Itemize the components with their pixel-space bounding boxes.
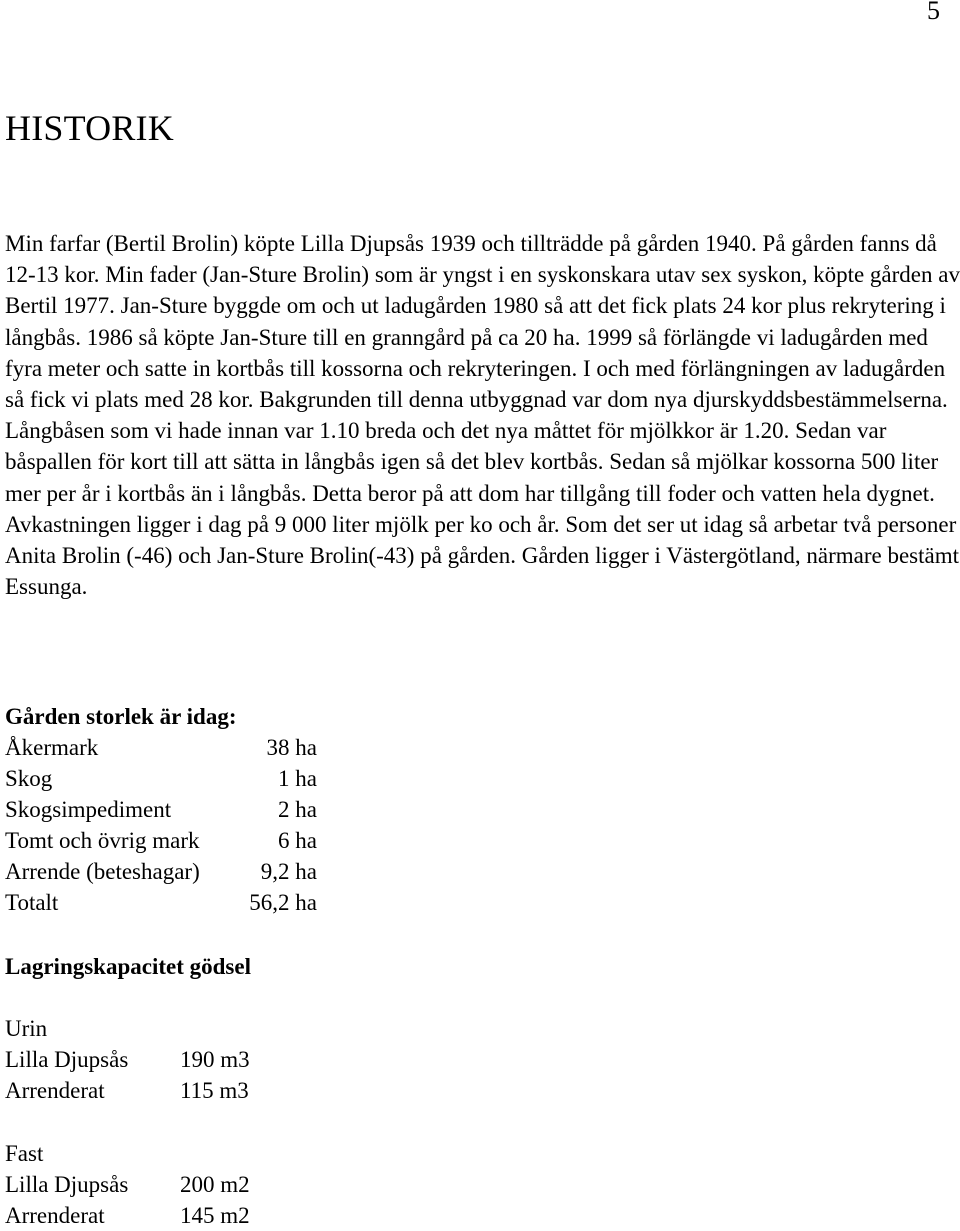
area-name: Skog [5,766,53,791]
area-value: 38 ha [266,735,317,760]
solid-label: Fast [5,1141,44,1166]
storage-location: Lilla Djupsås [5,1172,129,1197]
table-row [5,1044,250,1075]
urine-label: Urin [5,1016,48,1041]
table-row [5,763,317,794]
solid-table [5,1169,250,1231]
storage-value: 115 m3 [180,1078,249,1103]
page-title: HISTORIK [5,108,174,148]
storage-location: Arrenderat [5,1078,105,1103]
area-name: Åkermark [5,735,99,760]
area-name: Totalt [5,890,59,915]
area-value: 2 ha [278,797,317,822]
table-row [5,887,317,918]
area-name: Skogsimpediment [5,797,172,822]
area-value: 56,2 ha [249,890,317,915]
table-row [5,1075,250,1106]
page-number: 5 [927,0,940,25]
table-row [5,794,317,825]
farm-size-heading: Gården storlek är idag: [5,704,237,729]
table-row [5,1169,250,1200]
storage-value: 190 m3 [180,1047,250,1072]
urine-table [5,1044,250,1106]
area-value: 1 ha [278,766,317,791]
table-row [5,1200,250,1231]
area-value: 6 ha [278,828,317,853]
table-row [5,732,317,763]
storage-location: Arrenderat [5,1203,105,1228]
storage-value: 200 m2 [180,1172,250,1197]
storage-heading: Lagringskapacitet gödsel [5,954,251,979]
storage-location: Lilla Djupsås [5,1047,129,1072]
history-paragraph: Min farfar (Bertil Brolin) köpte Lilla Djupsås 1939 och tillträdde på gården 1940. På gården fanns då 12-13 kor. Min fader (Jan-Sture Brolin) som är yngst i en syskonskara utav sex syskon, köpte gården av Bertil 1977. Jan-Sture byggde om och ut ladugården 1980 så att det fick plats 24 kor plus rekrytering i långbås. 1986 så köpte Jan-Sture till en granngård på ca 20 ha. 1999 så förlängde vi ladugården med fyra meter och satte in kortbås till kossorna och rekryteringen. I och med förlängningen av ladugården så fick vi plats med 28 kor. Bakgrunden till denna utbyggnad var dom nya djurskyddsbestämmelserna. Långbåsen som vi hade innan var 1.10 breda och det nya måttet för mjölkkor är 1.20. Sedan var båspallen för kort till att sätta in långbås igen så det blev kortbås. Sedan så mjölkar kossorna 500 liter mer per år i kortbås än i långbås. Detta beror på att dom har tillgång till foder och vatten hela dygnet. Avkastningen ligger i dag på 9 000 liter mjölk per ko och år. Som det ser ut idag så arbetar två personer Anita Brolin (-46) och Jan-Sture Brolin(-43) på gården. Gården ligger i Västergötland, närmare bestämt Essunga. [5,231,960,600]
storage-value: 145 m2 [180,1203,250,1228]
farm-size-table [5,732,317,918]
area-value: 9,2 ha [260,859,317,884]
area-name: Tomt och övrig mark [5,828,200,853]
table-row [5,825,317,856]
area-name: Arrende (beteshagar) [5,859,200,884]
table-row [5,856,317,887]
